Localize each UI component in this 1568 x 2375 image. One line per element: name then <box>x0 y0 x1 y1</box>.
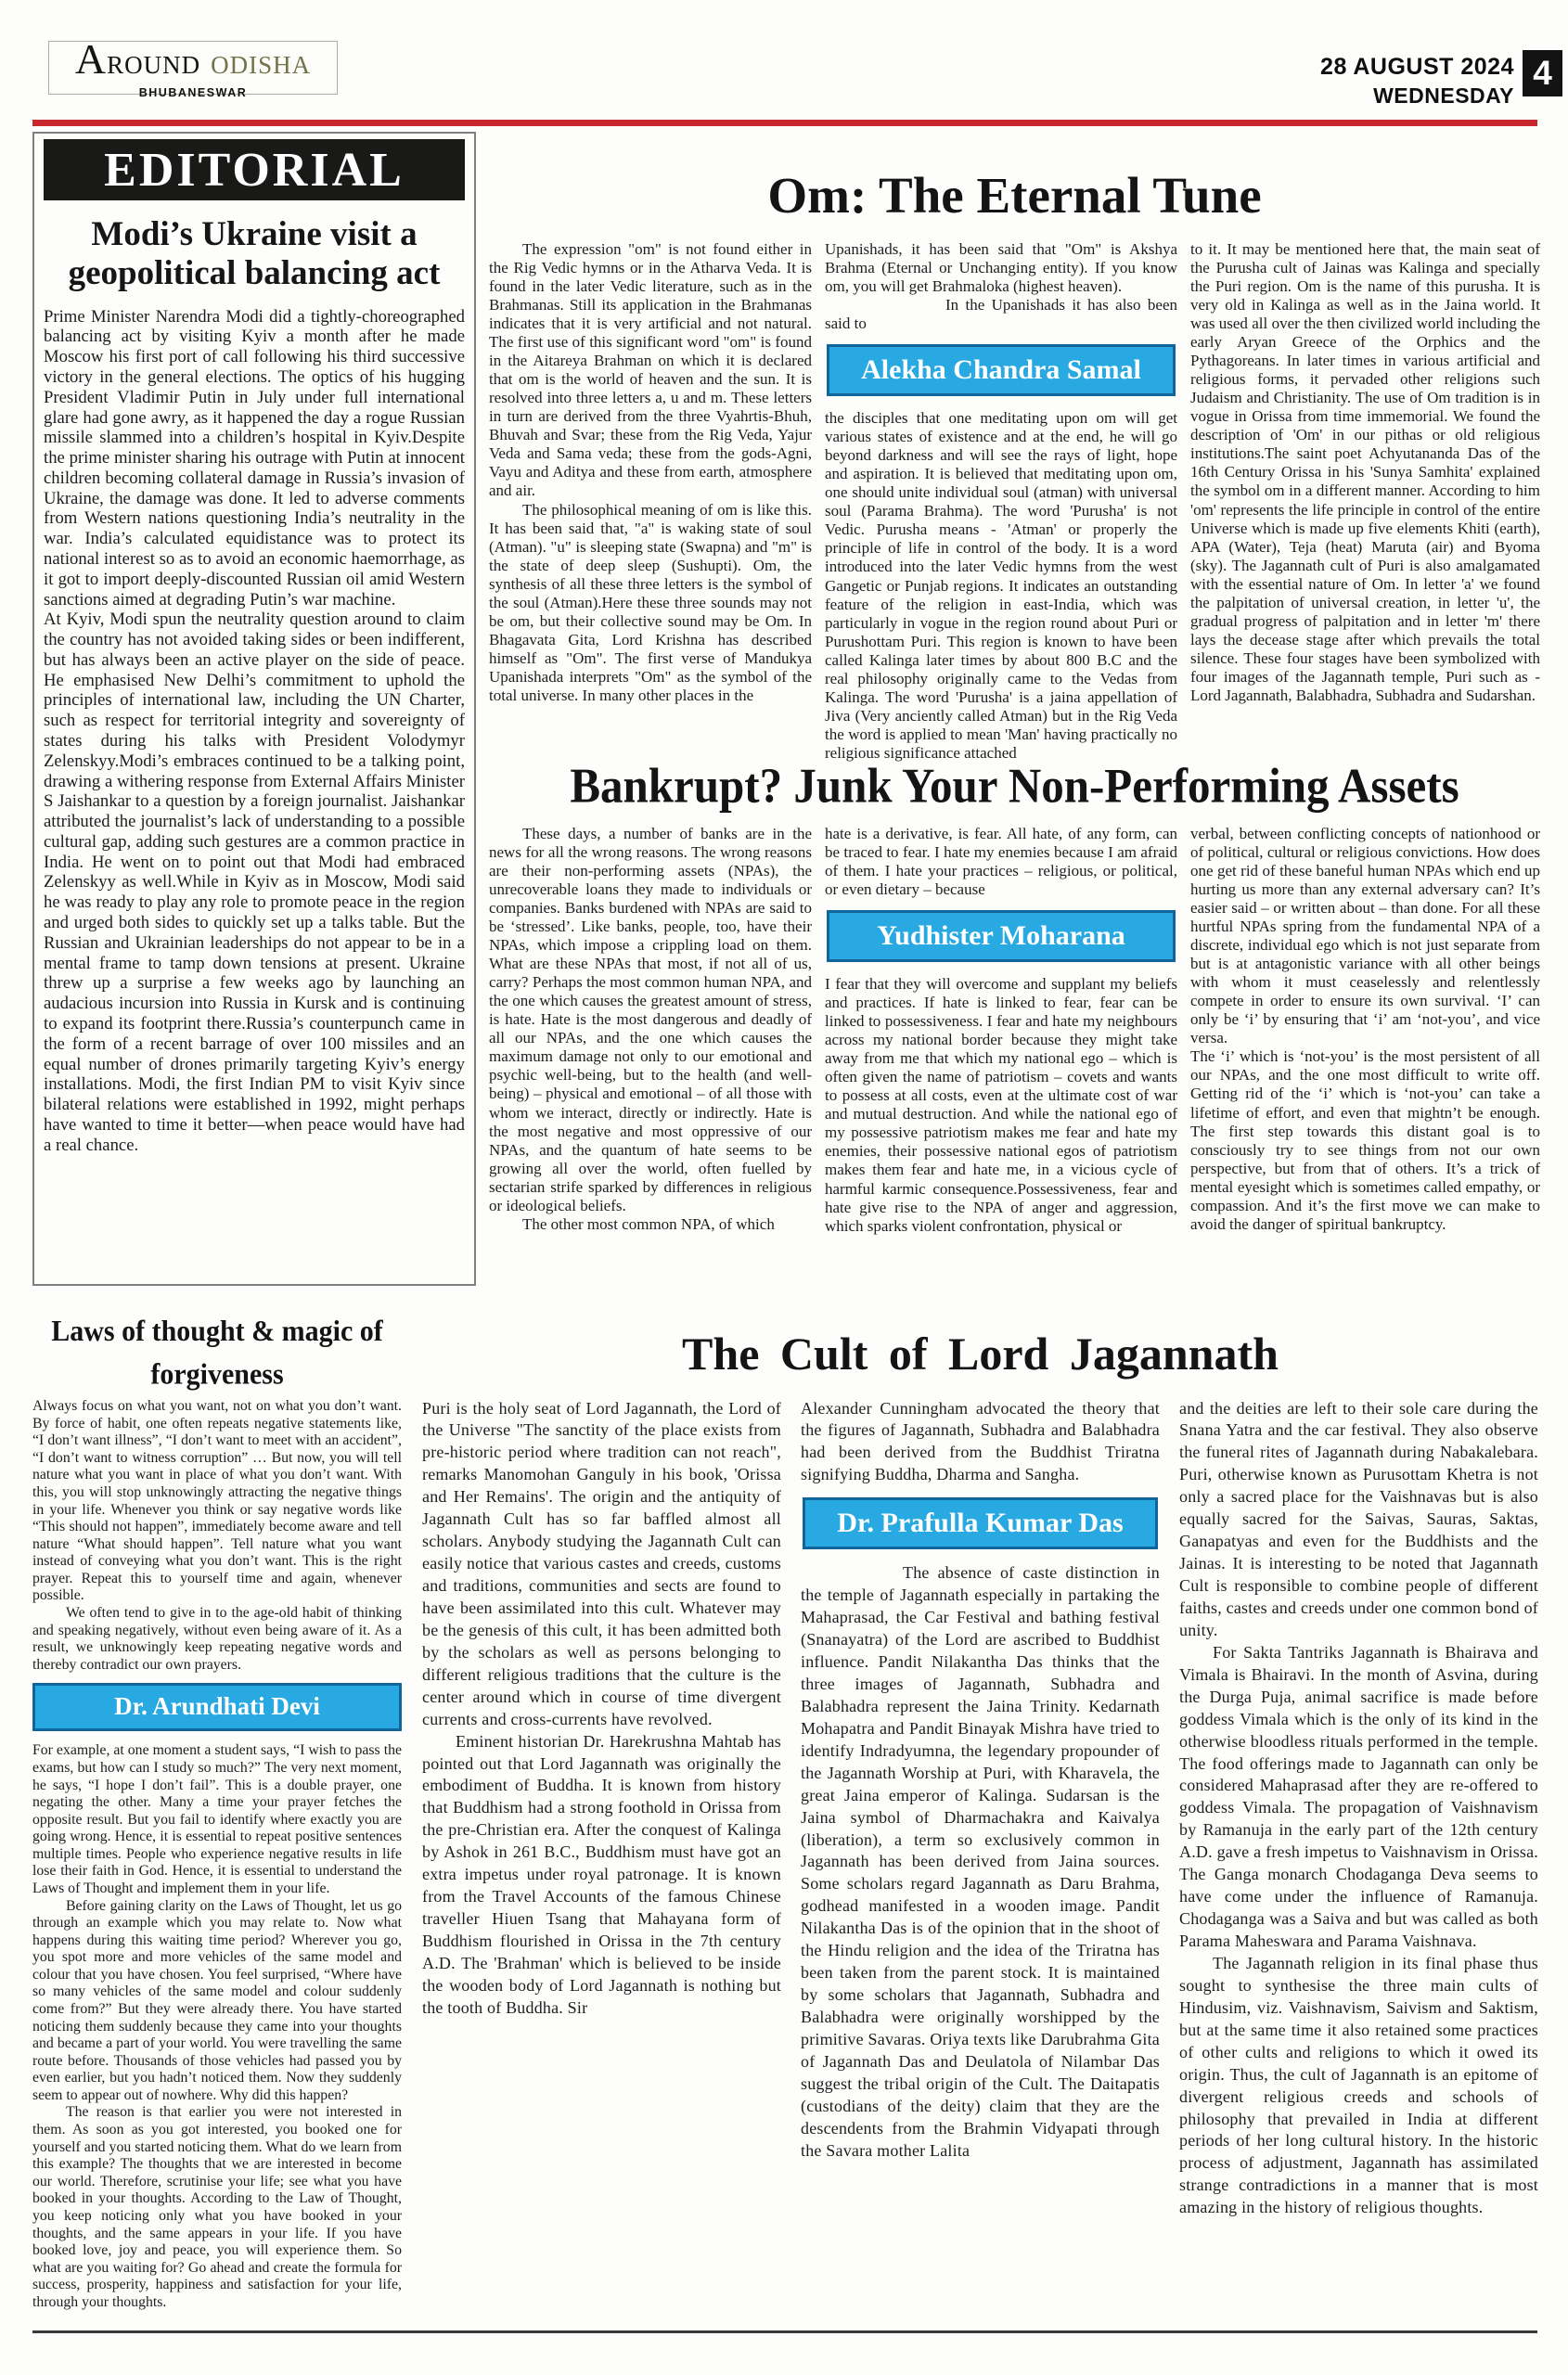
paragraph: For Sakta Tantriks Jagannath is Bhairava and Vimala is Bhairavi. In the month of Asvina, during the Durga Puja, animal sacrifice is made before goddess Vimala which is the only of its kind in the otherwise bloodless rituals performed in the temple. The food offerings made to Jagannath can only be considered Mahaprasad after they are re-offered to goddess Vimala. The propagation of Vaishnavism by Ramanuja in the early part of the 12th century A.D. gave a fresh impetus to Vaishnavism in Orissa. The Ganga monarch Chodaganga Deva seems to have come under the influence of Ramanuja. Chodaganga was a Saiva and but was called as both Parama Maheswara and Parama Vaishnava. <box>1179 1642 1538 1950</box>
om-article <box>489 132 1540 763</box>
paragraph: At Kyiv, Modi spun the neutrality question around to claim the country has not avoided taking sides or been indifferent, but has always been an active player on the side of peace. He emphasised New Delhi’s commitment to uphold the principles of international law, including the UN Charter, such as respect for territorial integrity and sovereignty of states during his talks with President Volodymyr Zelenskyy.Modi’s embraces continued to be a talking point, drawing a withering response from External Affairs Minister S Jaishankar to a question by a foreign journalist. Jaishankar attributed the journalist’s lack of understanding to a possible cultural gap, adding such gestures are a common practice in India. He went on to point out that Modi had embraced Zelenskyy as well.While in Kyiv as in Moscow, Modi said he was ready to play any role to promote peace in the region and urged both sides to quickly set up a talks table. But the Russian and Ukrainian leaderships do not appear to be in a mental frame to tamp down tensions at present. Ukraine threw up a surprise a few weeks ago by launching an audacious incursion into Russia in Kursk and is continuing to expand its footprint there.Russia’s counterpunch came in the form of a recent barrage of over 100 missiles and an equal number of drones primarily targeting Kyiv’s energy installations. Modi, the first Indian PM to visit Kyiv since bilateral relations were established in 1992, might perhaps have wanted to time it better—when peace would have had a real chance. <box>44 610 465 1155</box>
issue-weekday: WEDNESDAY <box>1373 83 1514 108</box>
jagannath-article-columns <box>422 1398 1538 2220</box>
om-column-2 <box>825 240 1177 763</box>
paragraph: The reason is that earlier you were not interested in them. As soon as you got interested, you booked one for yourself and you started noticing them. What do we learn from this example? The thoughts that we are interested in become our world. Therefore, scrutinise your life; see what you have booked in your thoughts. According to the Law of Thought, you keep noticing only what you have booked in your thoughts, and the same appears in your life. If you have booked love, joy and peace, you will experience them. So what are you waiting for? Go ahead and create the formula for success, prosperity, happiness and satisfaction for your life, through your thoughts. <box>32 2104 402 2310</box>
paragraph: Puri is the holy seat of Lord Jagannath, the Lord of the Universe "The sanctity of the place exists from pre-historic period where tradition can not reach", remarks Manomohan Ganguly in his book, 'Orissa and Her Remains'. The origin and the antiquity of Jagannath Cult has so far baffled almost all scholars. Anybody studying the Jagannath Cult can easily notice that various castes and creeds, customs and traditions, communities and sects are found to have been assimilated into this cult. Whatever may be the genesis of this cult, it has been admitted both by the scholars as well as persons belonging to different religious traditions that the culture is the center around which in course of time divergent currents and cross-currents have revolved. <box>422 1398 781 1728</box>
masthead-title <box>49 35 337 86</box>
paragraph: verbal, between conflicting concepts of nationhood or of political, cultural or religious convictions. How does one get rid of these baneful human NPAs which end up hurting us more than any external adversary can? It’s easier said – or written about – than done. For all these hurtful NPAs spring from the fundamental NPA of a discrete, individual ego which is not just separate from but is at antagonistic variance with all other beings with whom it must ceaselessly and relentlessly compete in order to ensure its own survival. ‘I’ can only be ‘i’ by ensuring that ‘i’ am ‘not-you’, and vice versa. <box>1190 824 1540 1047</box>
author-byline-box: Alekha Chandra Samal <box>827 344 1176 396</box>
bankrupt-article-title: Bankrupt? Junk Your Non-Performing Assets <box>570 757 1459 814</box>
editorial-headline: Modi’s Ukraine visit a geopolitical balancing act <box>68 215 441 292</box>
paragraph: to it. It may be mentioned here that, the main seat of the Purusha cult of Jainas was Kalinga and specially the Puri region. Om is the name of this purusha. It is very old in Kalinga as well as in the Jaina world. It was used all over the then civilized world including the early Aryan Greece of the Orphics and the Pythagoreans. In later times in various artificial and religious forms, it pervaded other religions such Judaism and Christianity. The use of Om tradition is in vogue in Orissa from time immemorial. We found the description of 'Om' in our pithas or old religious institutions.The saint poet Achyutananda Das of the 16th Century Orissa in his 'Sunya Samhita' explained the symbol om in a different manner. According to him 'om' represents the life principle in control of the entire Universe which is made up five elements Khiti (earth), APA (Water), Teja (heat) Maruta (air) and Byoma (sky). The Jagannath cult of Puri is also amalgamated with the essential nature of Om. In letter 'a' we found the palpitation of universal creation, in letter 'u', the gradual progress of palpitation and in letter 'm' there lays the decease stage after which prevails the total silence. These four stages have been symbolized with four images of the Jagannath temple, Puri such as - Lord Jagannath, Balabhadra, Subhadra and Sudarshan. <box>1190 239 1540 704</box>
editorial-body <box>44 307 465 1156</box>
header-rule <box>32 120 1537 126</box>
laws-article-title: Laws of thought & magic of forgiveness <box>51 1315 383 1392</box>
om-article-title: Om: The Eternal Tune <box>767 166 1262 224</box>
laws-article <box>32 1291 402 2311</box>
paragraph: We often tend to give in to the age-old habit of thinking and speaking negatively, without even being aware of it. As a result, we unknowingly keep repeating negative words and thereby contradict our own prayers. <box>32 1605 402 1673</box>
bankrupt-article-columns <box>489 825 1540 1236</box>
paragraph: The expression "om" is not found either in the Rig Vedic hymns or in the Atharva Veda. It is found in the later Vedic literature, such as in the Brahmanas. Still its application in the Brahmanas indicates that it is very artificial and not natural. The first use of this significant word "om" is found in the Aitareya Brahman on which it is declared that om is the world of heaven and the sun. It is resolved into three letters a, u and m. These letters in turn are derived from the three Vyahrtis-Bhuh, Bhuvah and Svar; these from the Rig Veda, Yajur Veda and Sama veda; these from the gods-Agni, Vayu and Aditya and these from earth, atmosphere and air. <box>489 239 812 500</box>
paragraph: Before gaining clarity on the Laws of Thought, let us go through an example which you may relate to. Now what happens during this waiting time period? Wherever you go, you spot more and more vehicles of the same model and colour that you have chosen. You feel surprised, “Where have so many vehicles of the same model and colour suddenly come from?” But they were already there. You have started noticing them suddenly because they came into your thoughts and became a part of your world. You were travelling the same route before. Thousands of those vehicles had passed you by even earlier, but you hadn’t noticed them. Now they suddenly seem to appear out of nowhere. Why did this happen? <box>32 1897 402 2103</box>
issue-date: 28 AUGUST 2024 <box>1320 54 1514 80</box>
bankrupt-column-1 <box>489 825 812 1236</box>
paragraph: Prime Minister Narendra Modi did a tightly-choreographed balancing act by visiting Kyiv a month after he made Moscow his first port of call following his third successive victory in the general elections. The optics of his hugging President Vladimir Putin in July under full international glare had gone awry, as it happened the day a rogue Russian missile slammed into a children’s hospital in Kyiv.Despite the prime minister sharing his outrage with Putin at innocent children becoming collateral damage in Russia’s invasion of Ukraine, the damage was done. It led to adverse comments from Western nations questioning India’s neutrality in the war. India’s calculated equidistance was to protect its national interest so as to avoid an economic haemorrhage, as it got to import deeply-discounted Russian oil amid Western sanctions aimed at degrading Putin’s war machine. <box>44 306 465 610</box>
bankrupt-column-2 <box>825 825 1177 1236</box>
paragraph: Always focus on what you want, not on what you don’t want. By force of habit, one often repeats negative statements like, “I don’t want illness”, “I don’t want to meet with an accident”, “I don’t want to witness corruption” … But now, you will tell nature what you want in place of what you don’t want. With this, you will stop unknowingly attracting the negative things in your life. Whenever you think or say negative words like “This should not happen”, immediately become aware and tell nature “What should happen”. Tell nature what you want instead of conveying what you don’t want. This is the right prayer. Repeat this to yourself time and again, whenever possible. <box>32 1398 402 1604</box>
masthead-title-around: AROUND <box>74 35 201 83</box>
author-byline-box: Yudhister Moharana <box>827 910 1176 962</box>
paragraph: The philosophical meaning of om is like this. It has been said that, "a" is waking state of soul (Atman). "u" is sleeping state (Swapna) and "m" is the state of deep sleep (Sushupti). Om, the synthesis of all these three letters is the symbol of the soul (Atman).Here these three sounds may not be om, but their collective sound may be Om. In Bhagavata Gita, Lord Krishna has described himself as "Om". The first verse of Mandukya Upanishada interprets "Om" as the symbol of the total universe. In many other places in the <box>489 500 812 704</box>
editorial-banner: EDITORIAL <box>44 139 465 200</box>
author-byline-box: Dr. Prafulla Kumar Das <box>803 1497 1158 1549</box>
om-article-columns <box>489 240 1540 763</box>
bankrupt-article <box>489 725 1540 1236</box>
paragraph: Eminent historian Dr. Harekrushna Mahtab has pointed out that Lord Jagannath was originally the embodiment of Buddha. It is known from history that Buddhism had a strong foothold in Orissa from the pre-Christian era. After the conquest of Kalinga by Ashok in 261 B.C., Buddhism must have got an extra impetus under royal patronage. It is known from the Travel Accounts of the famous Chinese traveller Hiuen Tsang that Mahayana form of Buddhism flourished in Orissa in the 7th century A.D. The 'Brahman' which is believed to be inside the wooden body of Lord Jagannath is nothing but the tooth of Buddha. Sir <box>422 1731 781 2017</box>
jagannath-column-1 <box>422 1398 781 2220</box>
author-byline-box: Dr. Arundhati Devi <box>32 1683 402 1731</box>
jagannath-article-title: The Cult of Lord Jagannath <box>682 1327 1279 1380</box>
page-number-badge: 4 <box>1523 50 1562 96</box>
paragraph: For example, at one moment a student says, “I wish to pass the exams, but how can I study so much?” The very next moment, he says, “I hope I don’t fail”. This is a double prayer, one negating the other. Many a time your prayer fetches the opposite result. But you fail to identify where exactly you are going wrong. Hence, it is essential to repeat positive sentences multiple times. People who experience negative results in life lose their faith in God. Hence, it is essential to understand the Laws of Thought and implement them in your life. <box>32 1742 402 1896</box>
paragraph: These days, a number of banks are in the news for all the wrong reasons. The wrong reasons are their non-performing assets (NPAs), the unrecoverable loans they made to individuals or companies. Banks burdened with NPAs are said to be ‘stressed’. Like banks, people, too, have their NPAs, which impose a crippling load on them. What are these NPAs that most, if not all of us, carry? Perhaps the most common human NPA, and the one which causes the greatest amount of stress, is hate. Hate is the most dangerous and deadly of all our NPAs, and the one which causes the maximum damage not only to our emotional and psychic well-being, but to the health (and well-being) – physical and emotional – of all those with whom we interact, directly or indirectly. Hate is the most negative and most oppressive of our NPAs, and the quantum of hate seems to be growing all over the world, often fuelled by sectarian strife sparked by differences in religious or ideological beliefs. <box>489 824 812 1214</box>
masthead <box>48 35 338 99</box>
page-bottom-rule <box>32 2330 1537 2333</box>
paragraph: hate is a derivative, is fear. All hate, of any form, can be traced to fear. I hate my enemies because I am afraid of them. I hate your practices – religious, or political, or even dietary – because <box>825 824 1177 898</box>
paragraph: Upanishads, it has been said that "Om" is Akshya Brahma (Eternal or Unchanging entity). If you know om, you will get Brahmaloka (highest heaven). <box>825 239 1177 295</box>
bankrupt-column-3 <box>1190 825 1540 1236</box>
paragraph: The ‘i’ which is ‘not-you’ is the most persistent of all our NPAs, and the one most difficult to write off. Getting rid of the ‘i’ which is ‘not-you’ can take a lifetime of effort, and even that mightn’t be enough. The first step towards this distant goal is to consciously try to see things from not our own perspective, but from that of others. It’s a trick of mental eyesight which is sometimes called empathy, or compassion. And it’s the first move we can make to avoid the danger of spiritual bankruptcy. <box>1190 1047 1540 1233</box>
paragraph: The absence of caste distinction in the temple of Jagannath especially in partaking the Mahaprasad, the Car Festival and bathing festival (Snanayatra) of the Lord are ascribed to Buddhist influence. Pandit Nilakantha Das thinks that the three images of Jagannath, Subhadra and Balabhadra represent the Jaina Trinity. Kedarnath Mohapatra and Pandit Binayak Mishra have tried to identify Indradyumna, the legendary propounder of the Jagannath Worship at Puri, with Kharavela, the great Jaina emperor of Kalinga. Sudarsan is the Jaina symbol of Dharmachakra and Kaivalya (liberation), a term so exclusively common in Jagannath has been derived from Jaina sources. Some scholars regard Jagannath as Daru Brahma, godhead manifested in a wooden image. Pandit Nilakantha Das is of the opinion that in the shoot of the Hindu religion and the idea of the Triratna has been taken from the parent stock. It is maintained by some scholars that Jagannath, Subhadra and Balabhadra were originally worshipped by the primitive Savaras. Oriya texts like Darubrahma Gita of Jagannath Das and Deulatola of Nilambar Das suggest the tribal origin of the Cult. The Daitapatis (custodians of the deity) claim that they are the descendents from the Brahmin Vidyapati through the Savara mother Lalita <box>801 1563 1160 2160</box>
jagannath-article <box>422 1293 1538 2219</box>
paragraph: and the deities are left to their sole care during the Snana Yatra and the car festival. They also observe the funeral rites of Jagannath during Nabakalebara. Puri, otherwise known as Purusottam Khetra is not only a sacred place for the Vaishnavas but is also equally sacred for the Saivas, Sauras, Saktas, Ganapatyas and even for the Buddhists and the Jainas. It is interesting to be noted that Jagannath Cult is responsible to combine people of different faiths, castes and creeds under one common bond of unity. <box>1179 1398 1538 1639</box>
om-column-1 <box>489 240 812 763</box>
paragraph: the disciples that one meditating upon om will get various states of existence and at the end, he will go beyond darkness and will see the rays of light, hope and aspiration. It is believed that meditating upon om, one should unite individual soul (atman) with universal soul (Parama Brahma). The word 'Purusha' is not Vedic. Purusha means - 'Atman' or properly the principle of life in control of the body. It is a word introduced into the later Vedic hymns from the west Gangetic or Punjab regions. It indicates an outstanding feature of the religion in east-India, which was particularly in vogue in the region round about Puri or Purushottam Puri. This region is known to have been called Kalinga later times by about 800 B.C and the real philosophy originally came to the Vedas from Kalinga. The word 'Purusha' is a jaina appellation of Jiva (Very anciently called Atman) but in the Rig Veda the word is applied to mean 'Man' having practically no religious significance attached <box>825 409 1177 762</box>
paragraph: Alexander Cunningham advocated the theory that the figures of Jagannath, Subhadra and Balabhadra had been derived from the Buddhist Triratna signifying Buddha, Dharma and Sangha. <box>801 1398 1160 1484</box>
paragraph: The Jagannath religion in its final phase thus sought to synthesise the three main cults of Hindusim, viz. Vaishnavism, Saivism and Saktism, but at the same time it also retained some practices of other cults and religions to which it owed its origin. Thus, the cult of Jagannath is an epitome of divergent religious creeds and schools of philosophy that prevailed in India at different periods of her long cultural history. In the historic process of adjustment, Jagannath has assimilated strange contradictions in a manner that is most amazing in the history of religious thoughts. <box>1179 1953 1538 2217</box>
masthead-city: BHUBANESWAR <box>138 86 248 99</box>
paragraph: I fear that they will overcome and supplant my beliefs and practices. If hate is linked to fear, fear can be linked to possessiveness. I fear and hate my neighbours across my national border because they might take away from me that which my national ego – which is often given the name of patriotism – covets and wants to possess at all costs, even at the ultimate cost of war and mutual destruction. And while the national ego of my possessive patriotism makes me fear and hate my enemies, their possessive national egos of patriotism makes them fear and hate me, in a vicious cycle of harmful karmic consequence.Possessiveness, fear and hate give rise to the NPA of anger and aggression, which sparks violent confrontation, physical or <box>825 975 1177 1235</box>
masthead-title-odisha: ODISHA <box>211 51 312 79</box>
om-column-3 <box>1190 240 1540 763</box>
paragraph: In the Upanishads it has also been said to <box>825 295 1177 333</box>
jagannath-column-2 <box>801 1398 1160 2220</box>
jagannath-column-3 <box>1179 1398 1538 2220</box>
paragraph: The other most common NPA, of which <box>522 1214 775 1233</box>
editorial-section <box>32 132 476 1286</box>
